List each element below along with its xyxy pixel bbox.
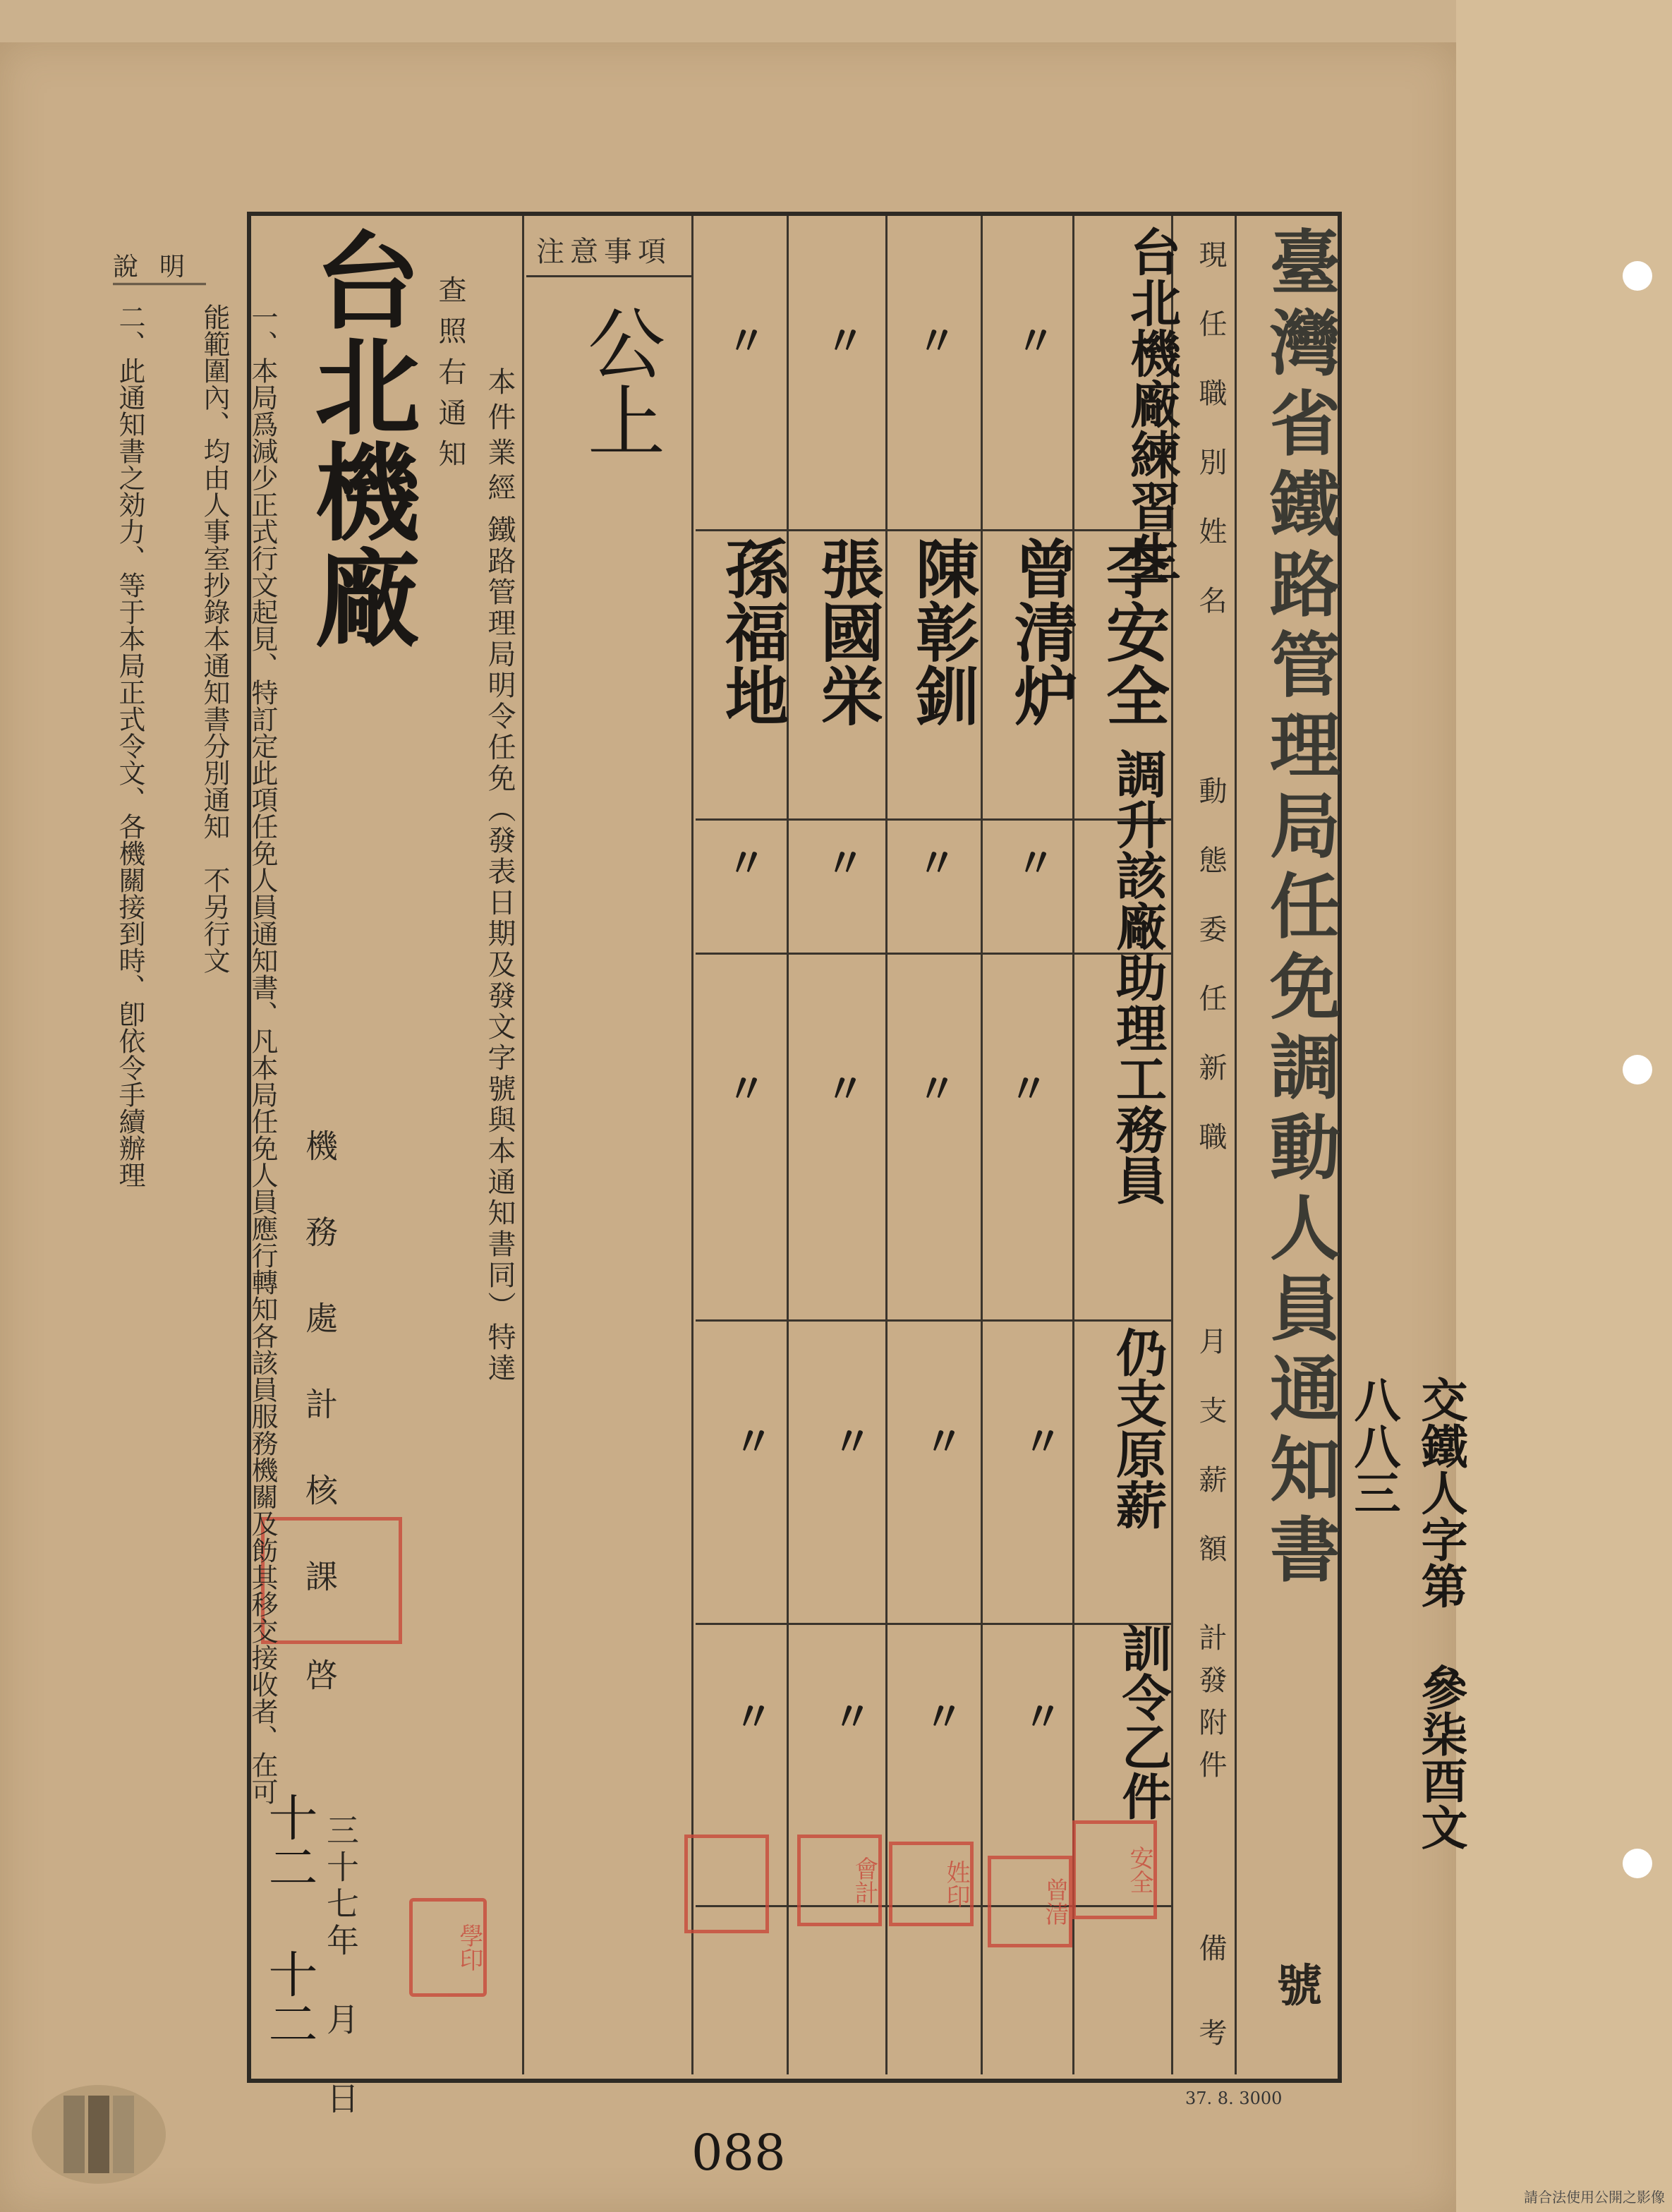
row-line: [696, 1319, 1171, 1322]
column-line: [1072, 216, 1074, 2074]
punch-hole: [1623, 1055, 1652, 1084]
name-2: 曾清炉: [1003, 536, 1078, 727]
new-post: 調升該廠助理工務員: [1108, 748, 1168, 1205]
note-header-line: [526, 275, 691, 277]
header-movement: 動態委任新職: [1194, 776, 1227, 1191]
explanation-item-2: 二、此通知書之効力、等于本局正式令文、各機關接到時、卽依令手續辦理: [114, 303, 145, 1188]
sender-close: 啓: [301, 1658, 339, 1691]
row-line: [696, 818, 1171, 821]
red-seal: [684, 1835, 769, 1933]
ditto-mark: 〃: [727, 318, 766, 365]
header-position-name: 現任職別姓名: [1194, 240, 1227, 655]
name-5: 孫福地: [714, 536, 789, 727]
ditto-mark: 〃: [734, 1419, 773, 1465]
column-line: [981, 216, 983, 2074]
notice-line-1: 本件業經: [483, 367, 516, 508]
current-post: 台北機廠練習生: [1122, 226, 1182, 581]
header-salary: 月支薪額: [1194, 1326, 1227, 1603]
ditto-mark: 〃: [924, 1419, 964, 1465]
archive-logo-icon: [28, 2067, 169, 2187]
ditto-mark: 〃: [1023, 1419, 1062, 1465]
ditto-mark: 〃: [832, 1694, 872, 1741]
ditto-mark: 〃: [1016, 318, 1055, 365]
explanation-title: 說明: [113, 247, 206, 285]
row-line: [696, 953, 1171, 955]
recipient: 台北機廠: [296, 226, 420, 649]
salary-value: 仍支原薪: [1108, 1326, 1168, 1530]
ditto-mark: 〃: [1023, 1694, 1062, 1741]
ditto-mark: 〃: [917, 318, 957, 365]
divider: [1235, 216, 1237, 2074]
ditto-mark: 〃: [1016, 840, 1055, 887]
ditto-mark: 〃: [917, 840, 957, 887]
number-label: 號: [1269, 1962, 1322, 2007]
ditto-mark: 〃: [1009, 1066, 1048, 1113]
watermark-note: 請合法使用公開之影像: [1524, 2189, 1665, 2206]
header-attachment: 計發附件: [1194, 1623, 1227, 1792]
red-seal: 學印: [409, 1898, 487, 1997]
row-line: [696, 1623, 1171, 1625]
ditto-mark: 〃: [825, 1066, 865, 1113]
ditto-mark: 〃: [734, 1694, 773, 1741]
punch-hole: [1623, 1849, 1652, 1878]
sender: 機務處計核課: [301, 1129, 339, 1645]
ditto-mark: 〃: [727, 840, 766, 887]
name-4: 張國栄: [809, 536, 884, 727]
print-code: 37. 8. 3000: [1185, 2089, 1283, 2108]
page-number: 088: [691, 2124, 786, 2182]
reference-number: 交鐵人字第 參柒酉文 八八三: [1346, 1376, 1468, 1850]
notice-line-2: 鐵路管理局明令任免（發表日期及發文字號與本通知書同）特達: [483, 515, 516, 1384]
column-line: [885, 216, 888, 2074]
red-seal: 安全: [1072, 1820, 1157, 1919]
ditto-mark: 〃: [727, 1066, 766, 1113]
name-1: 李安全: [1095, 536, 1170, 727]
explanation-item-1: 一、本局爲減少正式行文起見、特訂定此項任免人員通知書、凡本局任免人員應行轉知各該員服務機關及飭其移交接收者、在可能範圍內、均由人事室抄錄本通知書分別通知 不另行文: [199, 303, 278, 1805]
column-line: [522, 216, 524, 2074]
date-handwritten: 十二 十二: [260, 1792, 318, 2048]
note-header: 注意事項: [536, 236, 672, 268]
red-seal: 會計: [797, 1835, 882, 1926]
ditto-mark: 〃: [825, 318, 865, 365]
column-line: [691, 216, 693, 2074]
document-title: 臺灣省鐵路管理局任免調動人員通知書: [1258, 226, 1341, 1593]
punch-hole: [1623, 261, 1652, 291]
page-margin: [1456, 0, 1672, 2212]
note-handwritten: 公上: [575, 303, 665, 459]
notice-line-3: 查照右通知: [434, 275, 466, 480]
header-remarks: 備考: [1194, 1933, 1227, 2103]
ditto-mark: 〃: [832, 1419, 872, 1465]
red-seal: 姓印: [889, 1842, 974, 1926]
attachment-value: 訓令乙件: [1114, 1623, 1173, 1820]
date-printed: 三十七年 月 日: [322, 1813, 360, 2118]
name-3: 陳彰釧: [904, 536, 979, 727]
column-line: [787, 216, 789, 2074]
ditto-mark: 〃: [825, 840, 865, 887]
ditto-mark: 〃: [917, 1066, 957, 1113]
red-seal: 曾清: [988, 1856, 1072, 1947]
ditto-mark: 〃: [924, 1694, 964, 1741]
row-line: [696, 529, 1171, 531]
